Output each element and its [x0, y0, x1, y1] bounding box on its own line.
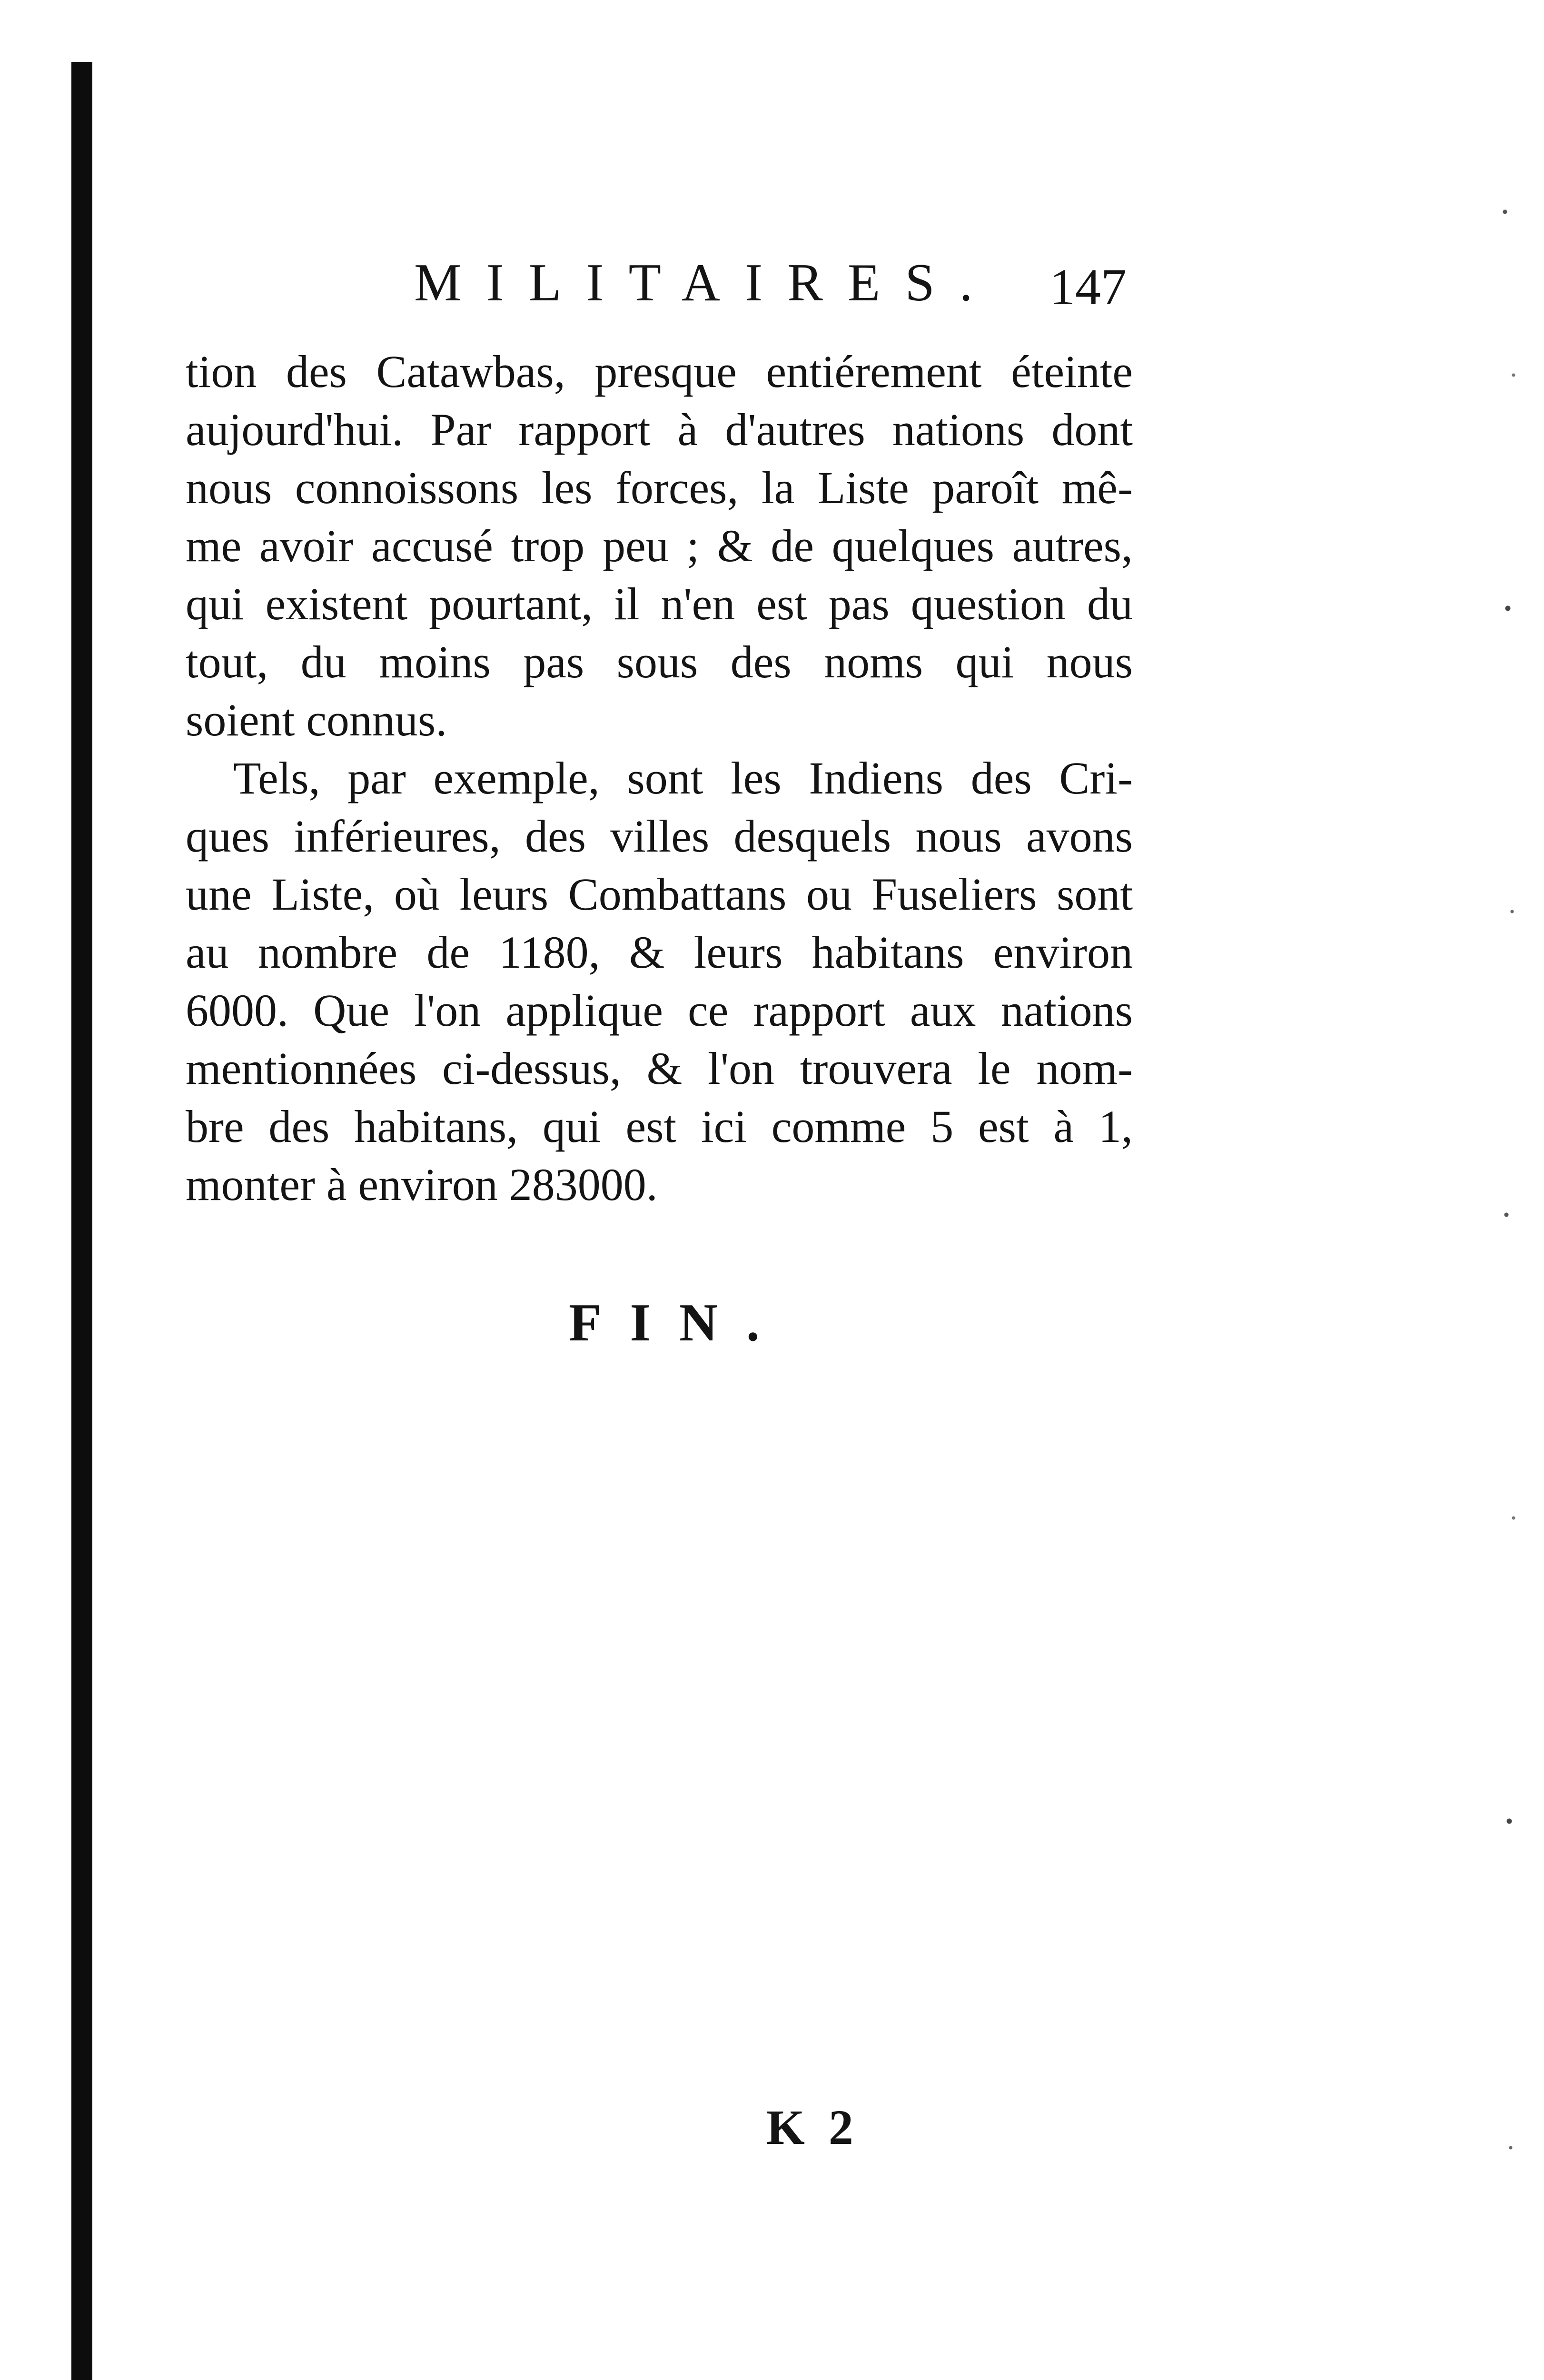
- fin-marker: FIN.: [569, 1293, 788, 1352]
- text-line: 6000. Que l'on applique ce rapport aux nations: [186, 985, 1133, 1036]
- text-line: monter à environ 283000.: [186, 1159, 658, 1210]
- text-line: aujourd'hui. Par rapport à d'autres nations dont: [186, 404, 1133, 455]
- text-line: qui existent pourtant, il n'en est pas question du: [186, 578, 1133, 629]
- text-line: tion des Catawbas, presque entiérement éteinte: [186, 346, 1133, 397]
- text-line: une Liste, où leurs Combattans ou Fuseliers sont: [186, 869, 1133, 920]
- text-line: ques inférieures, des villes desquels nous avons: [186, 811, 1133, 862]
- running-head: [181, 252, 1133, 319]
- text-line: Tels, par exemple, sont les Indiens des Cri-: [233, 753, 1133, 803]
- page-number: 147: [1049, 259, 1127, 316]
- text-line: mentionnées ci-dessus, & l'on trouvera le nom-: [186, 1043, 1133, 1094]
- text-line: tout, du moins pas sous des noms qui nous: [186, 636, 1133, 687]
- signature-mark: K 2: [766, 2100, 859, 2155]
- body-text: [186, 343, 1133, 1214]
- text-line: me avoir accusé trop peu ; & de quelques autres,: [186, 520, 1133, 571]
- page-edge-speckle: [1496, 95, 1525, 2380]
- text-line: au nombre de 1180, & leurs habitans environ: [186, 927, 1133, 978]
- text-line: soient connus.: [186, 694, 447, 745]
- page-gutter-shadow: [71, 62, 92, 2380]
- text-line: nous connoissons les forces, la Liste paroît mê-: [186, 462, 1133, 513]
- text-line: bre des habitans, qui est ici comme 5 est à 1,: [186, 1101, 1133, 1152]
- running-title: MILITAIRES.: [414, 253, 998, 312]
